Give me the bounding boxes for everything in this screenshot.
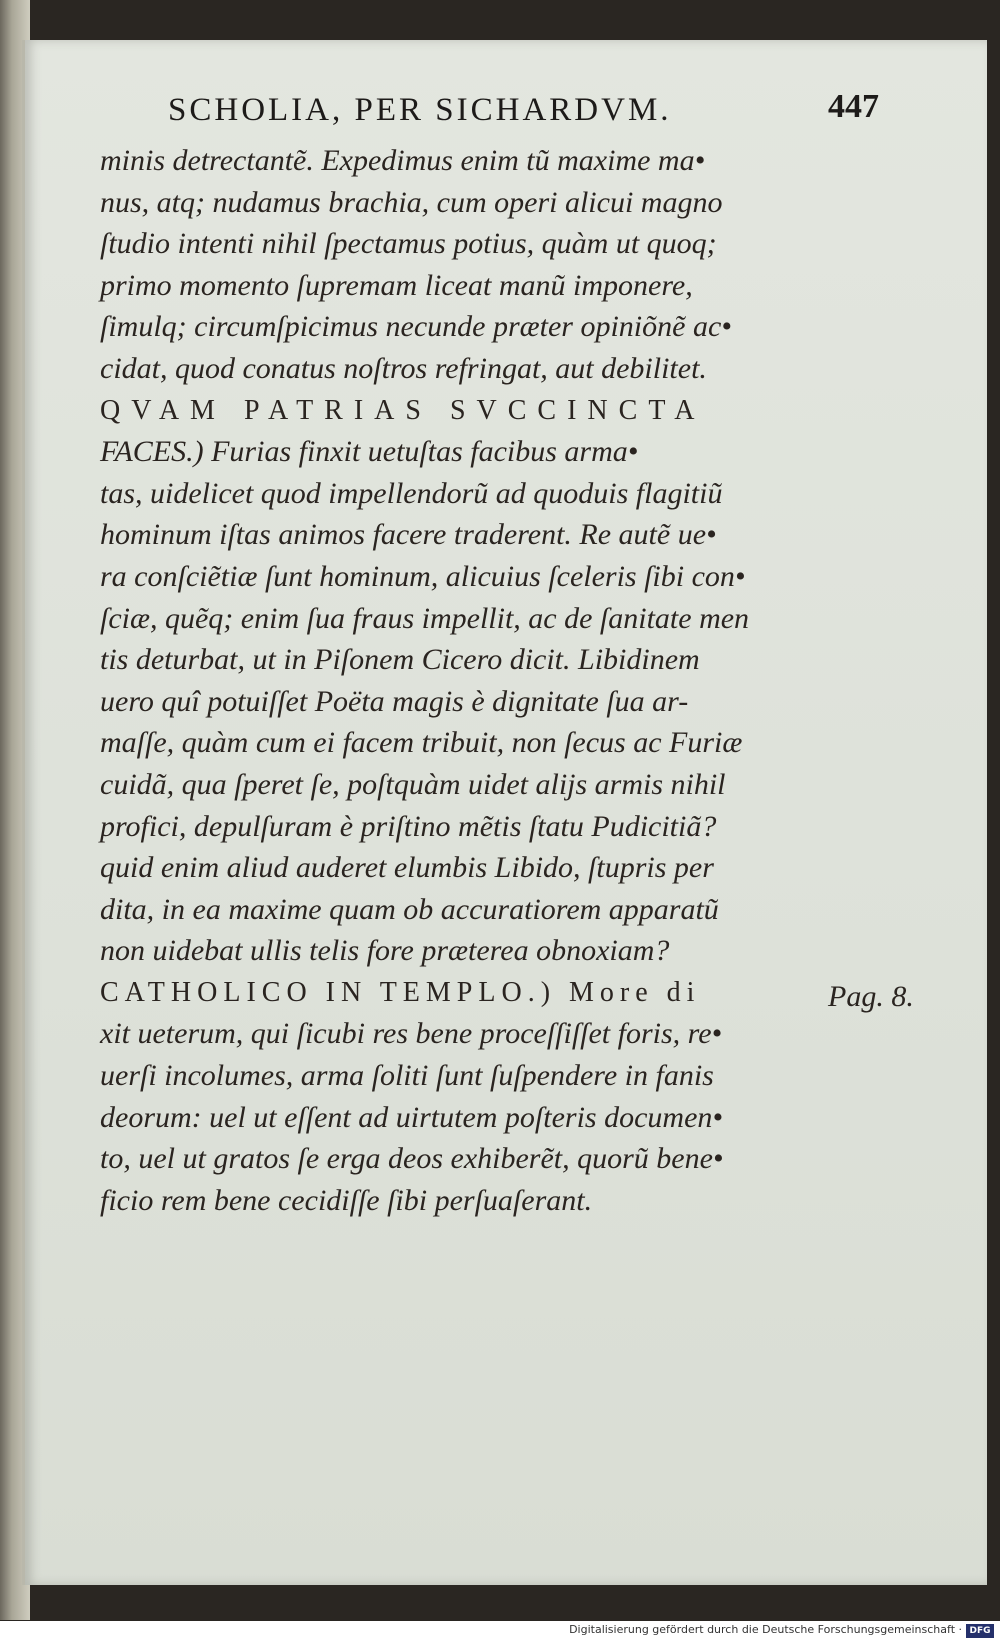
text-line: CATHOLICO IN TEMPLO.) More di (100, 976, 701, 1008)
text-line: quid enim aliud auderet elumbis Libido, ſtupris per (100, 851, 714, 885)
text-line: dita, in ea maxime quam ob accuratiorem apparatũ (100, 892, 719, 926)
text-line: cuidã, qua ſperet ſe, poſtquàm uidet alijs armis nihil (100, 767, 726, 801)
text-line: cidat, quod conatus noſtros refringat, aut debilitet. (100, 351, 707, 385)
text-line: uerſi incolumes, arma ſoliti ſunt ſuſpendere in fanis (100, 1059, 714, 1093)
text-line: non uidebat ullis telis fore præterea obnoxiam? (100, 934, 670, 968)
page-body-text (100, 140, 790, 1221)
text-line: ſciæ, quẽq; enim ſua fraus impellit, ac de ſanitate men (100, 601, 750, 635)
text-line: FACES.) Furias finxit uetuſtas facibus arma• (100, 435, 639, 469)
text-line: primo momento ſupremam liceat manũ imponere, (100, 268, 693, 302)
text-line: ficio rem bene cecidiſſe ſibi perſuaſerant. (100, 1183, 593, 1217)
text-line: tis deturbat, ut in Piſonem Cicero dicit. Libidinem (100, 643, 700, 677)
text-line: xit ueterum, qui ſicubi res bene proceſſiſſet foris, re• (100, 1017, 723, 1051)
text-line: uero quî potuiſſet Poëta magis è dignitate ſua ar- (100, 684, 689, 718)
text-line: tas, uidelicet quod impellendorũ ad quoduis flagitiũ (100, 476, 723, 510)
running-title: SCHOLIA, PER SICHARDVM. (168, 92, 672, 128)
margin-note: Pag. 8. (828, 980, 914, 1013)
text-line: profici, depulſuram è priſtino mẽtis ſtatu Pudicitiã? (100, 809, 717, 843)
text-line: ſimulq; circumſpicimus necunde præter opiniõnẽ ac• (100, 310, 732, 344)
text-line: nus, atq; nudamus brachia, cum operi alicui magno (100, 185, 723, 219)
text-line: to, uel ut gratos ſe erga deos exhiberẽt, quorũ bene• (100, 1142, 724, 1176)
text-line: hominum iſtas animos facere traderent. Re autẽ ue• (100, 518, 717, 552)
digitization-credit: Digitalisierung gefördert durch die Deutsche Forschungsgemeinschaft · (569, 1623, 962, 1636)
text-line: minis detrectantẽ. Expedimus enim tũ maxime ma• (100, 144, 706, 177)
page-number: 447 (828, 88, 879, 125)
text-line: deorum: uel ut eſſent ad uirtutem poſteris documen• (100, 1100, 723, 1134)
text-line: maſſe, quàm cum ei facem tribuit, non ſecus ac Furiæ (100, 726, 743, 760)
text-line: QVAM PATRIAS SVCCINCTA (100, 394, 706, 426)
text-line: ſtudio intenti nihil ſpectamus potius, quàm ut quoq; (100, 227, 717, 261)
text-line: ra conſciẽtiæ ſunt hominum, alicuius ſceleris ſibi con• (100, 559, 746, 593)
dfg-logo: DFG (966, 1624, 994, 1638)
